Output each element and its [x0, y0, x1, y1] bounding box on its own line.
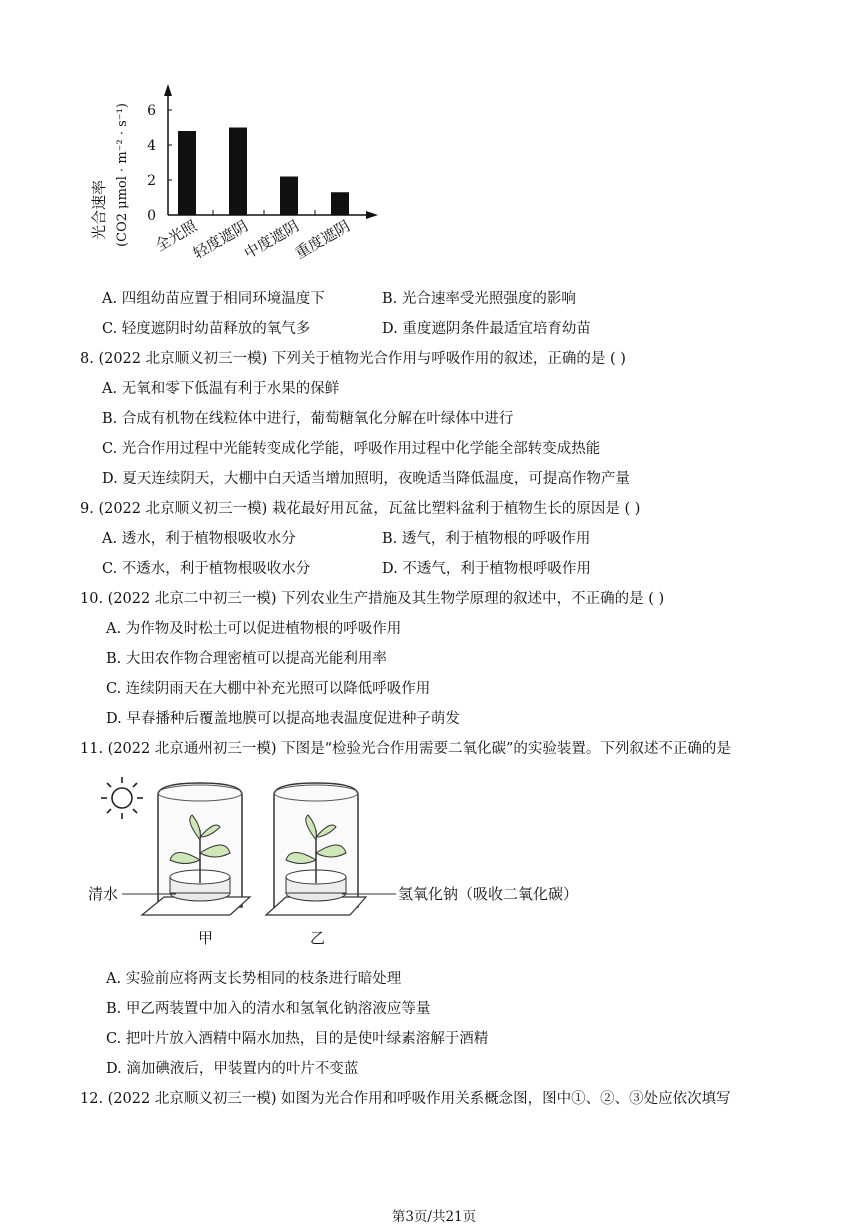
x-category-label: 重度遮阴 [292, 216, 353, 263]
y-axis-title [90, 103, 130, 247]
q12-stem: 12. (2022 北京顺义初三一模) 如图为光合作用和呼吸作用关系概念图，图中①、②、③处应依次填写 [80, 1091, 731, 1107]
x-category-label: 全光照 [152, 216, 200, 255]
q9-option-a: A. 透水，利于植物根吸收水分 [102, 531, 296, 547]
q10-option-c: C. 连续阴雨天在大棚中补充光照可以降低呼吸作用 [106, 681, 431, 697]
sun-icon [101, 777, 143, 819]
bar [280, 177, 298, 216]
photosynthesis-bar-chart [80, 70, 400, 285]
x-axis-arrow [366, 211, 378, 219]
q10-option-b: B. 大田农作物合理密植可以提高光能利用率 [106, 651, 387, 667]
y-tick-label: 4 [147, 138, 156, 154]
q9-option-d: D. 不透气，利于植物根呼吸作用 [382, 561, 591, 577]
q7-option-a: A. 四组幼苗应置于相同环境温度下 [102, 291, 325, 307]
q8-option-a: A. 无氧和零下低温有利于水果的保鲜 [102, 381, 340, 397]
x-category-label: 中度遮阴 [241, 216, 302, 263]
q10-stem: 10. (2022 北京二中初三一模) 下列农业生产措施及其生物学原理的叙述中，不正确的是 ( ) [80, 591, 665, 607]
q11-option-c: C. 把叶片放入酒精中隔水加热，目的是使叶绿素溶解于酒精 [106, 1031, 489, 1047]
q8-option-b: B. 合成有机物在线粒体中进行，葡萄糖氧化分解在叶绿体中进行 [102, 411, 514, 427]
q11-option-a: A. 实验前应将两支长势相同的枝条进行暗处理 [106, 971, 402, 987]
q11-option-d: D. 滴加碘液后，甲装置内的叶片不变蓝 [106, 1061, 359, 1077]
jar-a-label: 甲 [198, 929, 214, 947]
q8-stem: 8. (2022 北京顺义初三一模) 下列关于植物光合作用与呼吸作用的叙述，正确的是 ( ) [80, 351, 626, 367]
jar-b-label: 乙 [310, 929, 326, 947]
bell-jar-b [266, 783, 366, 915]
q9-option-b: B. 透气，利于植物根的呼吸作用 [382, 531, 591, 547]
q11-stem: 11. (2022 北京通州初三一模) 下图是“检验光合作用需要二氧化碳”的实验装置。下列叙述不正确的是 [80, 741, 731, 757]
y-axis-label: 光合速率 [90, 179, 108, 241]
q8-option-c: C. 光合作用过程中光能转变成化学能，呼吸作用过程中化学能全部转变成热能 [102, 441, 601, 457]
q9-stem: 9. (2022 北京顺义初三一模) 栽花最好用瓦盆，瓦盆比塑料盆利于植物生长的原因是 ( ) [80, 501, 641, 517]
y-axis-unit: (CO2 μmol · m⁻² · s⁻¹) [115, 103, 130, 247]
y-tick-label: 2 [147, 173, 156, 189]
water-label: 清水 [88, 885, 119, 903]
y-tick-label: 6 [147, 103, 156, 119]
x-category-label: 轻度遮阴 [190, 216, 251, 263]
experiment-apparatus-figure [80, 765, 620, 950]
bar [229, 128, 247, 216]
y-tick-label: 0 [147, 208, 156, 224]
q7-option-c: C. 轻度遮阴时幼苗释放的氧气多 [102, 321, 311, 337]
q9-option-c: C. 不透水，利于植物根吸收水分 [102, 561, 311, 577]
q8-option-d: D. 夏天连续阴天，大棚中白天适当增加照明，夜晚适当降低温度，可提高作物产量 [102, 471, 630, 487]
bar [178, 131, 196, 215]
naoh-label: 氢氧化钠（吸收二氧化碳） [398, 885, 579, 903]
bell-jar-a [142, 783, 250, 915]
q7-option-d: D. 重度遮阴条件最适宜培育幼苗 [382, 321, 591, 337]
bar [331, 192, 349, 215]
q11-option-b: B. 甲乙两装置中加入的清水和氢氧化钠溶液应等量 [106, 1001, 431, 1017]
y-axis-arrow [164, 84, 172, 96]
q7-option-b: B. 光合速率受光照强度的影响 [382, 291, 576, 307]
q10-option-d: D. 早春播种后覆盖地膜可以提高地表温度促进种子萌发 [106, 711, 460, 727]
q10-option-a: A. 为作物及时松土可以促进植物根的呼吸作用 [106, 621, 402, 637]
page-footer: 第3页/共21页 [391, 1209, 477, 1225]
